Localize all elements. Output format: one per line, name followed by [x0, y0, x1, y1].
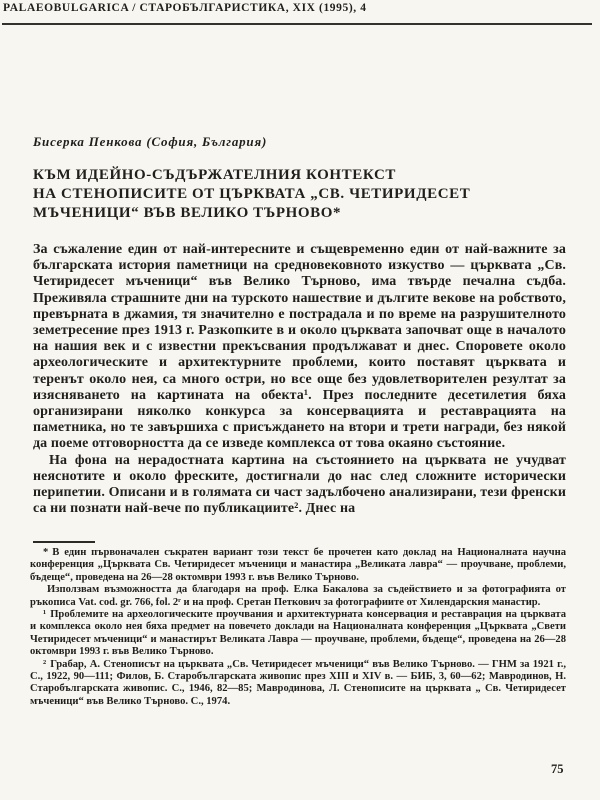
footnote-2-text: Грабар, А. Стенописът на църквата „Св. Четиридесет мъченици“ във Велико Търново. — ГНМ за 1921 г., С., 1922, 90—111; Филов, Б. Старобългарската живопис през XIII и XIV в. — БИБ, 3, 60—62; Мавродинов, Н. Старобългарската живопис. С., 1946, 82—85; Мавродинова, Л. Стенописите на църквата „ Св. Четиридесет мъченици“ във Велико Търново. С., 1974. — [30, 658, 566, 707]
article-body — [33, 242, 566, 517]
title-line-1: КЪМ ИДЕЙНО-СЪДЪРЖАТЕЛНИЯ КОНТЕКСТ — [33, 167, 397, 183]
paragraph-2: На фона на нерадостната картина на състоянието на църквата не учудват неяснотите и около фреските, достигнали до нас след сложните исторически перипетии. Описани и в голямата си част задълбочено анализирани, тези френски са ни познати най-вече по публикациите². Днес на — [33, 452, 566, 517]
title-line-3: МЪЧЕНИЦИ“ ВЪВ ВЕЛИКО ТЪРНОВО* — [33, 205, 342, 221]
footnote-1-marker: ¹ — [43, 609, 47, 621]
page-number: 75 — [551, 762, 564, 776]
paragraph-1: За съжаление един от най-интересните и същевременно един от най-важните за българската история паметници на средновековното изкуство — църквата „Св. Четиридесет мъченици“ във Велико Търново, има твърде печална съдба. Преживяла страшните дни на турското нашествие и дългите векове на робството, превърната в джамия, тя значително е пострадала и по време на разрушителното земетресение през 1913 г. Разкопките в и около църквата започват още в началото на нашия век и с известни прекъсвания продължават и днес. Споровете около археологическите и архитектурните проблеми, които поставят църквата и теренът около нея, са много остри, но все още без удовлетворителен резултат за изясняването на картината на обекта¹. През последните десетилетия бяха организирани няколко конкурса за консервацията и реставрацията на паметника, но те завършиха с присъждането на втори и трети награди, без някой да поеме отговорността да се изведе комплекса от това окаяно състояние. — [33, 242, 566, 452]
title-line-2: НА СТЕНОПИСИТЕ ОТ ЦЪРКВАТА „СВ. ЧЕТИРИДЕСЕТ — [33, 186, 471, 202]
footnote-star — [30, 547, 566, 584]
footnote-acknowledgement — [30, 584, 566, 609]
footnote-2-marker: ² — [43, 658, 47, 670]
footnote-star-text: В един първоначален съкратен вариант този текст бе прочетен като доклад на Националната научна конференция „Църквата Св. Четиридесет мъченици и манастира „Великата лавра“ — проучване, проблеми, бъдеще“, проведена на 26—28 октомври 1993 г. във Велико Търново. — [30, 547, 566, 583]
footnote-1-text: Проблемите на археологическите проучвания и архитектурната консервация и реставрация на църквата и комплекса около нея бяха предмет на повечето доклади на Националната конференция „Църквата „Свети Четиридесет мъченици“ и манастирът Великата Лавра — проучване, проблеми, бъдеще“, проведена на 26—28 октомври 1993 г. във Велико Търново. — [30, 609, 566, 658]
footnote-ack-text: Използвам възможността да благодаря на проф. Елка Бакалова за съдействието и за фотографията от ръкописа Vat. cod. gr. 766, fol. 2ʳ и на проф. Сретан Петкович за фотографиите от Хилендарския манастир. — [30, 584, 566, 608]
author-line: Бисерка Пенкова (София, България) — [33, 134, 268, 149]
footnote-star-marker: * — [43, 547, 49, 558]
header-rule — [2, 23, 592, 25]
footnote-2 — [30, 659, 566, 709]
journal-running-head: PALAEOBULGARICA / СТАРОБЪЛГАРИСТИКА, XIX (1995), 4 — [3, 2, 367, 14]
article-title — [33, 166, 470, 223]
footnote-separator-rule — [33, 541, 95, 543]
footnote-1 — [30, 609, 566, 659]
footnotes-block — [30, 547, 566, 708]
